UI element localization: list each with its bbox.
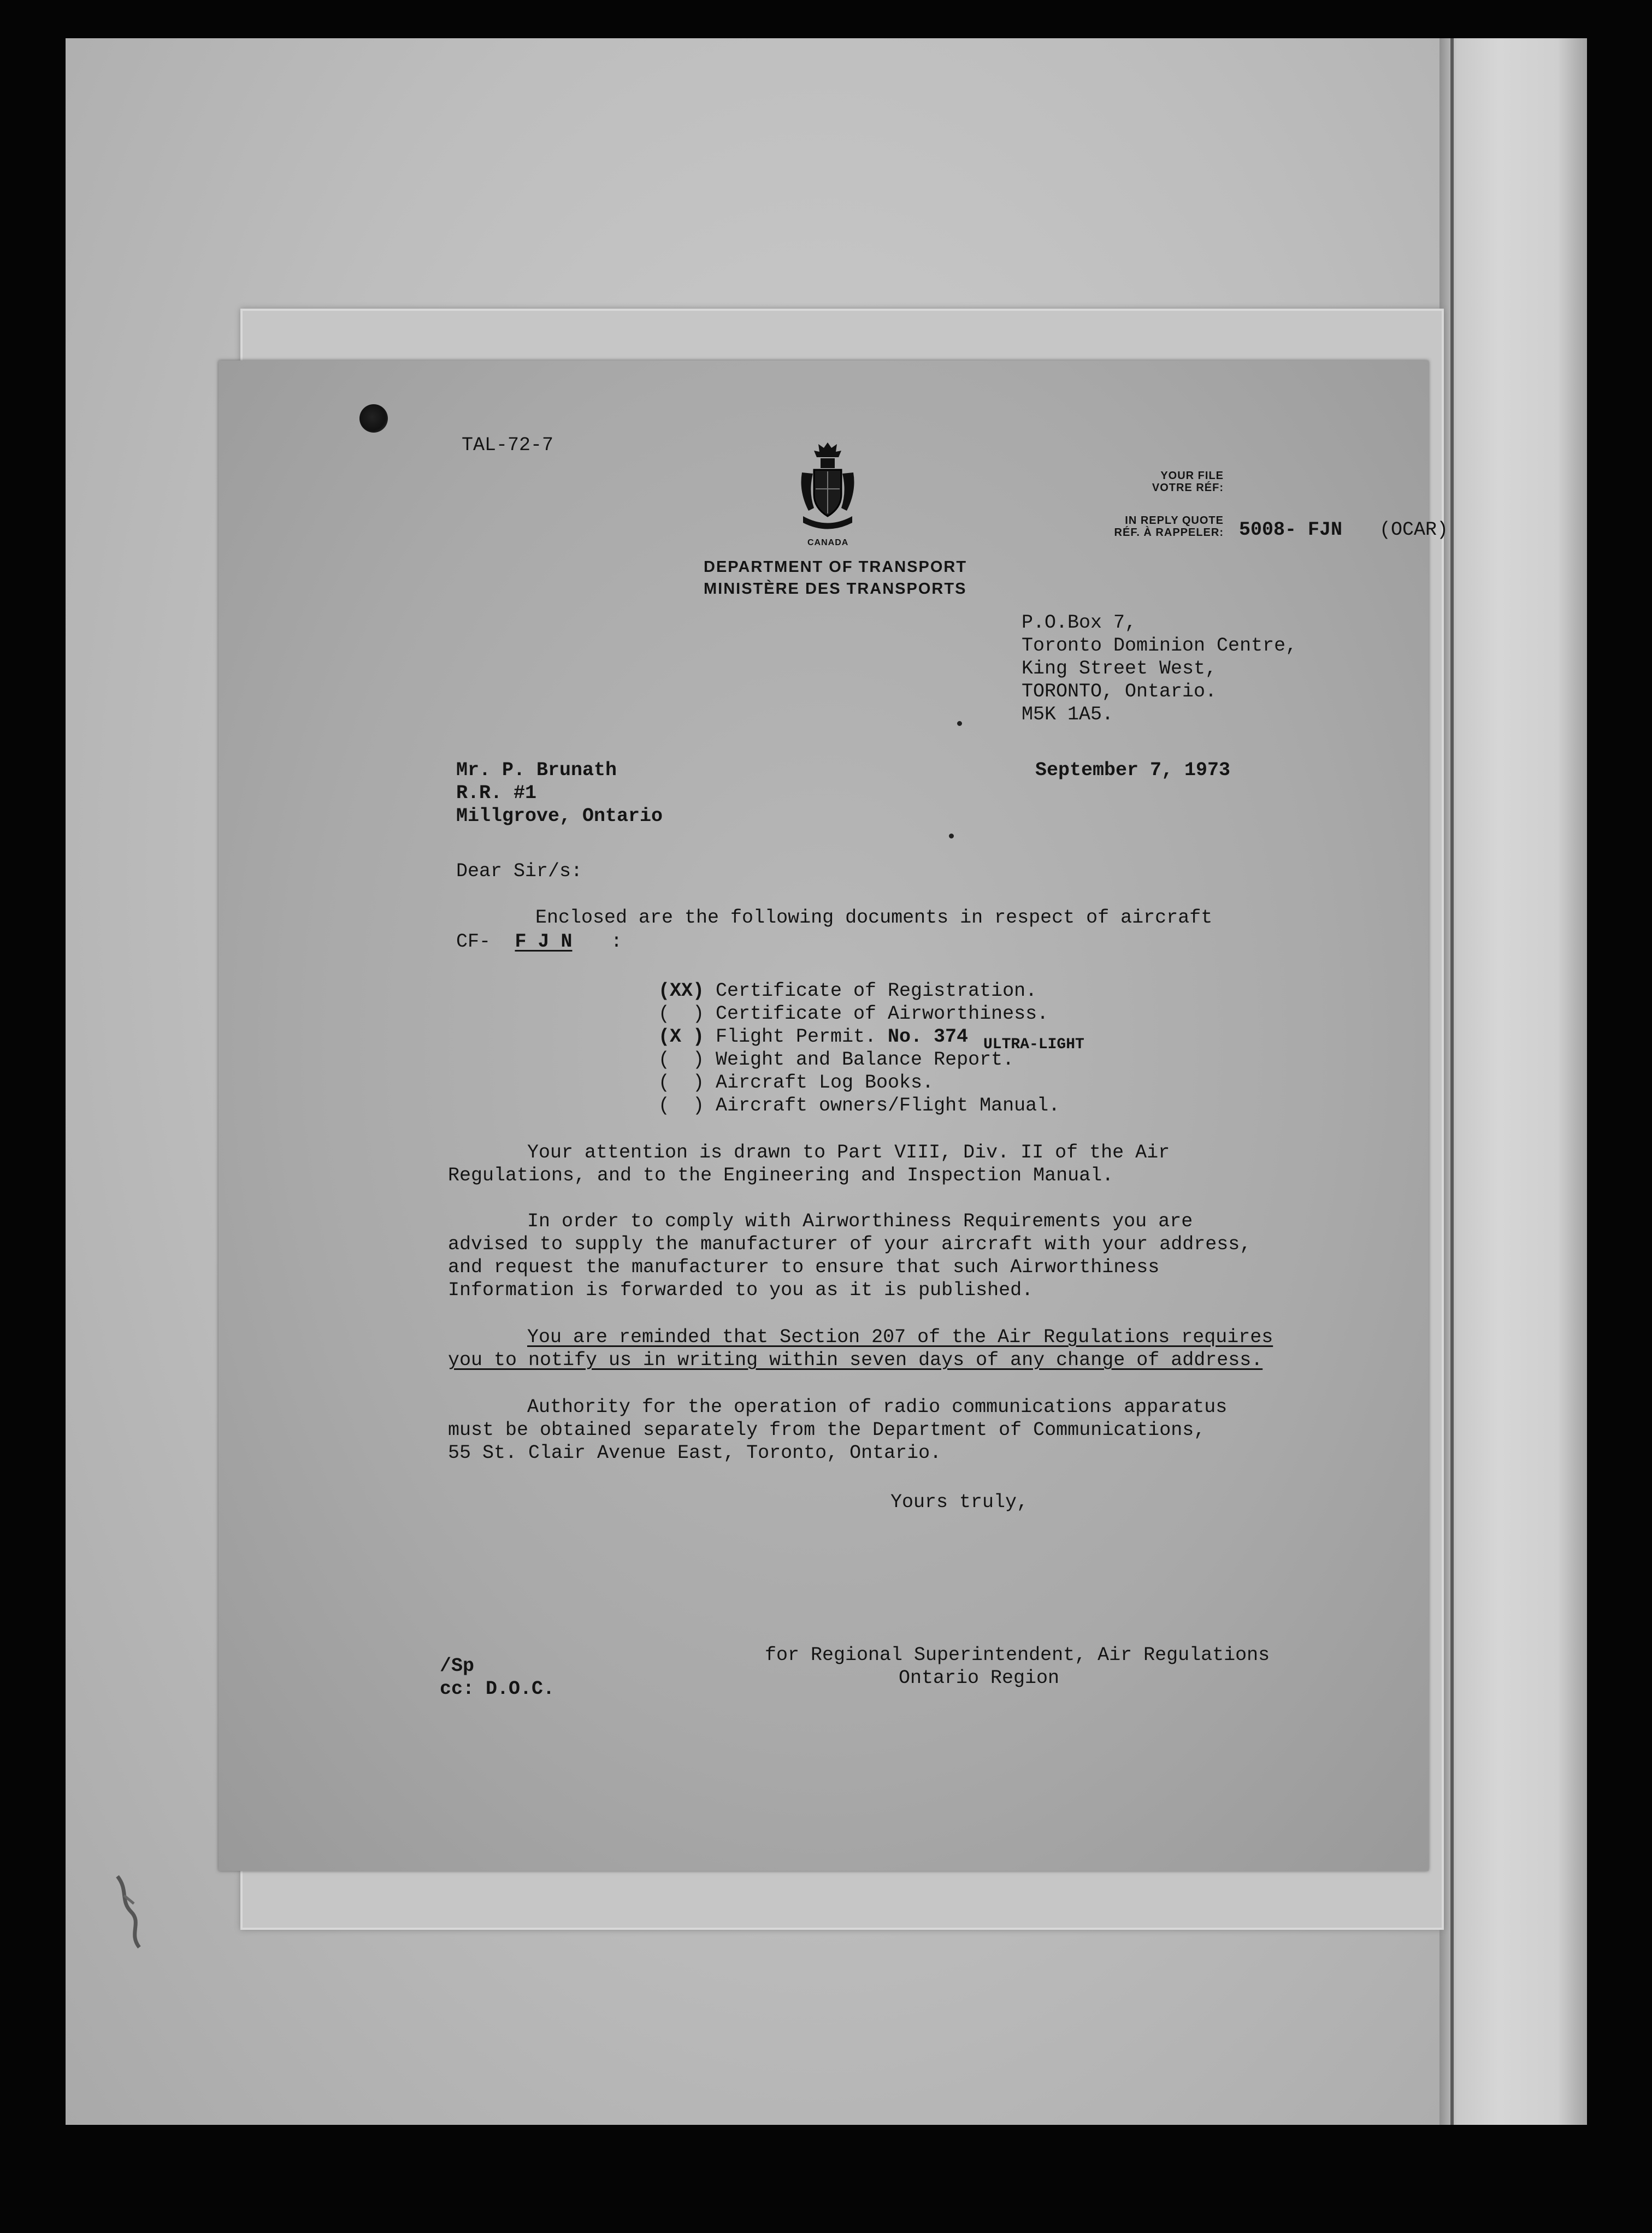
intro-line: Enclosed are the following documents in respect of aircraft (535, 907, 1213, 929)
ink-speck (949, 834, 954, 838)
carbon-copy: cc: D.O.C. (440, 1678, 555, 1700)
typist-initials: /Sp (440, 1655, 475, 1677)
your-file-label-en: YOUR FILE (1160, 470, 1224, 482)
checklist-mark: ( ) (658, 1003, 705, 1025)
closing: Yours truly, (890, 1491, 1029, 1513)
checklist-label: Certificate of Registration. (716, 980, 1037, 1002)
reply-number: 5008- FJN (1239, 519, 1343, 541)
checklist-label: Aircraft Log Books. (716, 1072, 934, 1094)
checklist-mark: ( ) (658, 1072, 705, 1094)
paragraph-line: Regulations, and to the Engineering and Inspection Manual. (448, 1165, 1114, 1186)
checklist-mark: ( ) (658, 1049, 705, 1071)
ref-code: TAL-72-7 (462, 434, 554, 456)
reply-quote-label-fr: RÉF. À RAPPELER: (1114, 527, 1224, 539)
reply-quote-label-en: IN REPLY QUOTE (1125, 515, 1224, 527)
paragraph-line: 55 St. Clair Avenue East, Toronto, Ontario. (448, 1442, 942, 1464)
checklist-mark: (XX) (658, 980, 705, 1002)
punch-hole (359, 404, 388, 433)
scratch-mark (112, 1874, 145, 1950)
your-file-label-fr: VOTRE RÉF: (1152, 482, 1224, 494)
paragraph-line: and request the manufacturer to ensure that such Airworthiness (448, 1256, 1160, 1278)
sender-address-line: P.O.Box 7, (1022, 612, 1137, 634)
letter-page (219, 361, 1449, 1871)
sender-address-line: TORONTO, Ontario. (1022, 681, 1217, 702)
recipient-line: Mr. P. Brunath (456, 759, 617, 781)
checklist-label: Flight Permit. (716, 1026, 877, 1048)
sender-address-line: M5K 1A5. (1022, 704, 1114, 725)
checklist-label: Certificate of Airworthiness. (716, 1003, 1049, 1025)
letter-date: September 7, 1973 (1035, 759, 1231, 781)
paragraph-line: Your attention is drawn to Part VIII, Div. II of the Air (527, 1142, 1170, 1163)
signature-line: for Regional Superintendent, Air Regulations (765, 1644, 1270, 1666)
ocar-code: (OCAR) (1379, 519, 1449, 541)
department-name-en: DEPARTMENT OF TRANSPORT (704, 558, 967, 576)
intro-prefix: CF- (456, 931, 491, 953)
permit-category: ULTRA-LIGHT (983, 1036, 1084, 1053)
aircraft-registration: F J N (515, 931, 573, 953)
paragraph-line: must be obtained separately from the Department of Communications, (448, 1419, 1206, 1441)
recipient-line: Millgrove, Ontario (456, 805, 663, 827)
checklist-label: Weight and Balance Report. (716, 1049, 1014, 1071)
ink-speck (957, 721, 962, 726)
film-edge-strip (1439, 38, 1587, 2125)
address-change-notice-line: You are reminded that Section 207 of the Air Regulations requires (527, 1326, 1273, 1348)
recipient-line: R.R. #1 (456, 782, 537, 804)
film-edge-line (1450, 38, 1454, 2125)
sender-address-line: King Street West, (1022, 658, 1217, 680)
address-change-notice-line: you to notify us in writing within seven days of any change of address. (448, 1349, 1263, 1371)
salutation: Dear Sir/s: (456, 860, 583, 882)
checklist-label: Aircraft owners/Flight Manual. (716, 1095, 1060, 1116)
checklist-mark: ( ) (658, 1095, 705, 1116)
paragraph-line: Information is forwarded to you as it is published. (448, 1279, 1034, 1301)
paragraph-line: In order to comply with Airworthiness Requirements you are (527, 1210, 1193, 1232)
department-name-fr: MINISTÈRE DES TRANSPORTS (704, 580, 967, 598)
checklist-mark: (X ) (658, 1026, 705, 1048)
canada-coat-of-arms-icon (798, 440, 858, 538)
intro-suffix: : (611, 931, 623, 953)
paragraph-line: advised to supply the manufacturer of your aircraft with your address, (448, 1233, 1252, 1255)
paragraph-line: Authority for the operation of radio communications apparatus (527, 1396, 1228, 1418)
sender-address-line: Toronto Dominion Centre, (1022, 635, 1297, 657)
signature-line: Ontario Region (899, 1667, 1060, 1689)
permit-number: No. 374 (888, 1026, 969, 1048)
crest-caption: CANADA (807, 538, 849, 547)
